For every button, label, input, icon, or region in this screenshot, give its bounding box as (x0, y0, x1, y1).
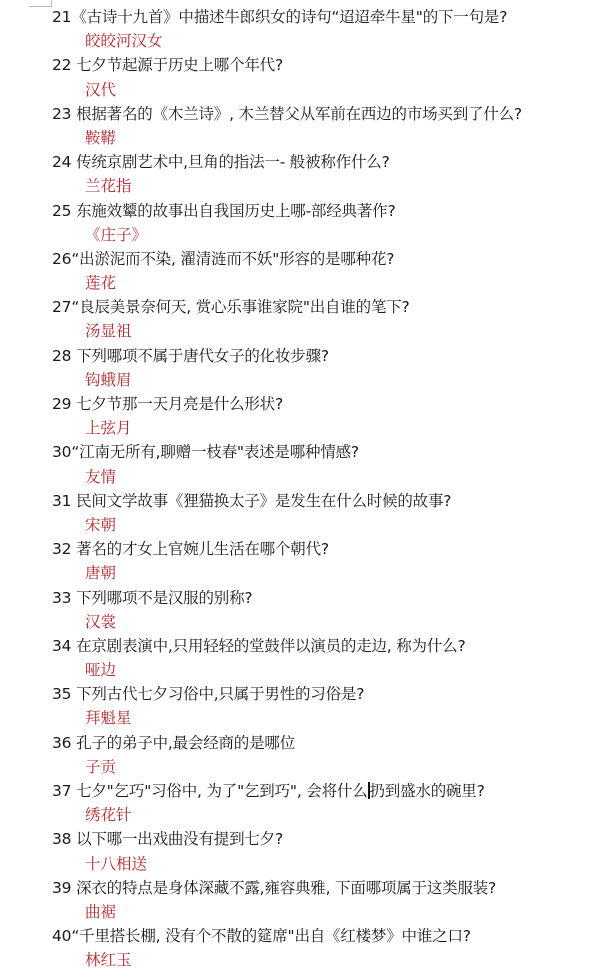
qa-item-29 (52, 392, 592, 440)
qa-item-30 (52, 440, 592, 488)
answer[interactable]: 哑边 (85, 661, 117, 680)
question[interactable] (52, 199, 592, 223)
question-text: “良辰美景奈何天, 赏心乐事谁家院"出自谁的笔下? (71, 298, 410, 317)
question-text: 在京剧表演中,只用轻轻的堂鼓伴以演员的走边, 称为什么? (76, 636, 466, 655)
question-text: 七夕节起源于历史上哪个年代? (76, 56, 283, 75)
qa-item-33 (52, 586, 592, 634)
question[interactable] (52, 150, 592, 174)
qa-item-36 (52, 731, 592, 779)
question-number: 36 (52, 733, 72, 752)
question-number: 22 (52, 56, 72, 75)
question[interactable] (52, 827, 592, 851)
answer[interactable]: 子贡 (85, 757, 117, 776)
question-text: 著名的才女上官婉儿生活在哪个朝代? (76, 540, 329, 559)
question-number: 21 (52, 8, 72, 26)
document-body[interactable] (52, 5, 592, 973)
answer[interactable]: 鞍鞯 (85, 128, 117, 147)
question-text: 七夕节那一天月亮是什么形状? (76, 395, 283, 413)
question-text: 传统京剧艺术中,旦角的指法一- 般被称作什么? (76, 153, 390, 172)
qa-item-26 (52, 247, 592, 295)
qa-item-40 (52, 924, 592, 972)
question-text: 孔子的弟子中,最会经商的是哪位 (76, 733, 295, 752)
question-number: 32 (52, 540, 72, 559)
question-number: 33 (52, 588, 72, 607)
question-text: 深衣的特点是身体深藏不露,雍容典雅, 下面哪项属于这类服装? (76, 878, 497, 897)
question-number: 31 (52, 491, 72, 510)
question-number: 39 (52, 878, 72, 897)
qa-item-31 (52, 489, 592, 537)
question-number: 27 (52, 298, 72, 317)
question-text: 下列古代七夕习俗中,只属于男性的习俗是? (76, 685, 365, 704)
question[interactable] (52, 392, 592, 416)
answer[interactable]: 十八相送 (85, 854, 148, 873)
answer[interactable]: 汤显祖 (85, 322, 132, 341)
question[interactable] (52, 634, 592, 658)
question-text: 七夕"乞巧"习俗中, 为了"乞到巧", 会将什么 (76, 782, 368, 800)
question-text: “千里搭长棚, 没有个不散的筵席"出自《红楼梦》中谁之口? (71, 927, 471, 946)
question[interactable] (52, 5, 592, 29)
question-number: 29 (52, 395, 72, 413)
question[interactable] (52, 586, 592, 610)
question-text: 《古诗十九首》中描述牛郎织女的诗句“迢迢牵牛星"的下一句是? (71, 8, 508, 26)
question-text: 以下哪一出戏曲没有提到七夕? (76, 830, 283, 849)
qa-item-34 (52, 634, 592, 682)
question[interactable] (52, 731, 592, 755)
question[interactable] (52, 440, 592, 464)
question-number: 38 (52, 830, 72, 849)
qa-item-35 (52, 682, 592, 730)
answer[interactable]: 汉代 (85, 80, 117, 99)
qa-item-24 (52, 150, 592, 198)
qa-item-38 (52, 827, 592, 875)
question-text: 民间文学故事《狸猫换太子》是发生在什么时候的故事? (76, 491, 452, 510)
answer[interactable]: 莲花 (85, 274, 117, 293)
question[interactable] (52, 876, 592, 900)
question-number: 28 (52, 346, 72, 365)
qa-item-32 (52, 537, 592, 585)
question-text: 东施效颦的故事出自我国历史上哪-部经典著作? (76, 201, 396, 220)
question-number: 30 (52, 443, 72, 462)
question[interactable] (52, 924, 592, 948)
answer[interactable]: 宋朝 (85, 515, 117, 534)
question-text: 下列哪项不属于唐代女子的化妆步骤? (76, 346, 329, 365)
question-text: “江南无所有,聊赠一枝春"表述是哪种情感? (71, 443, 359, 462)
question[interactable] (52, 295, 592, 319)
qa-item-28 (52, 344, 592, 392)
question-number: 25 (52, 201, 72, 220)
answer[interactable]: 绣花针 (85, 806, 132, 825)
qa-item-25 (52, 199, 592, 247)
qa-item-27 (52, 295, 592, 343)
question[interactable] (52, 53, 592, 77)
answer[interactable]: 上弦月 (85, 419, 132, 438)
answer[interactable]: 汉裳 (85, 612, 117, 631)
answer[interactable]: 曲裾 (85, 902, 117, 921)
question-text: 根据著名的《木兰诗》, 木兰替父从军前在西边的市场买到了什么? (76, 104, 522, 123)
answer[interactable]: 《庄子》 (85, 225, 148, 244)
answer[interactable]: 唐朝 (85, 564, 117, 583)
question[interactable] (52, 779, 592, 803)
answer[interactable]: 友情 (85, 467, 117, 486)
question-number: 34 (52, 636, 72, 655)
answer[interactable]: 皎皎河汉女 (85, 32, 163, 51)
question-text-continued: 扔到盛水的碗里? (369, 782, 485, 800)
qa-item-22 (52, 53, 592, 101)
question[interactable] (52, 102, 592, 126)
question-number: 26 (52, 249, 72, 268)
qa-item-21 (52, 5, 592, 53)
question[interactable] (52, 344, 592, 368)
answer[interactable]: 林红玉 (85, 951, 132, 970)
qa-item-39 (52, 876, 592, 924)
question-number: 40 (52, 927, 72, 946)
question-number: 24 (52, 153, 72, 172)
question[interactable] (52, 247, 592, 271)
answer[interactable]: 兰花指 (85, 177, 132, 196)
question-text: 下列哪项不是汉服的别称? (76, 588, 253, 607)
question[interactable] (52, 489, 592, 513)
question[interactable] (52, 537, 592, 561)
question-number: 35 (52, 685, 72, 704)
question-text: “出淤泥而不染, 濯清涟而不妖"形容的是哪种花? (71, 249, 395, 268)
question[interactable] (52, 682, 592, 706)
page-corner-mark (29, 0, 52, 7)
question-number: 37 (52, 782, 72, 800)
answer[interactable]: 拜魁星 (85, 709, 132, 728)
qa-item-23 (52, 102, 592, 150)
question-number: 23 (52, 104, 72, 123)
answer[interactable]: 钩蛾眉 (85, 370, 132, 389)
qa-item-37 (52, 779, 592, 827)
